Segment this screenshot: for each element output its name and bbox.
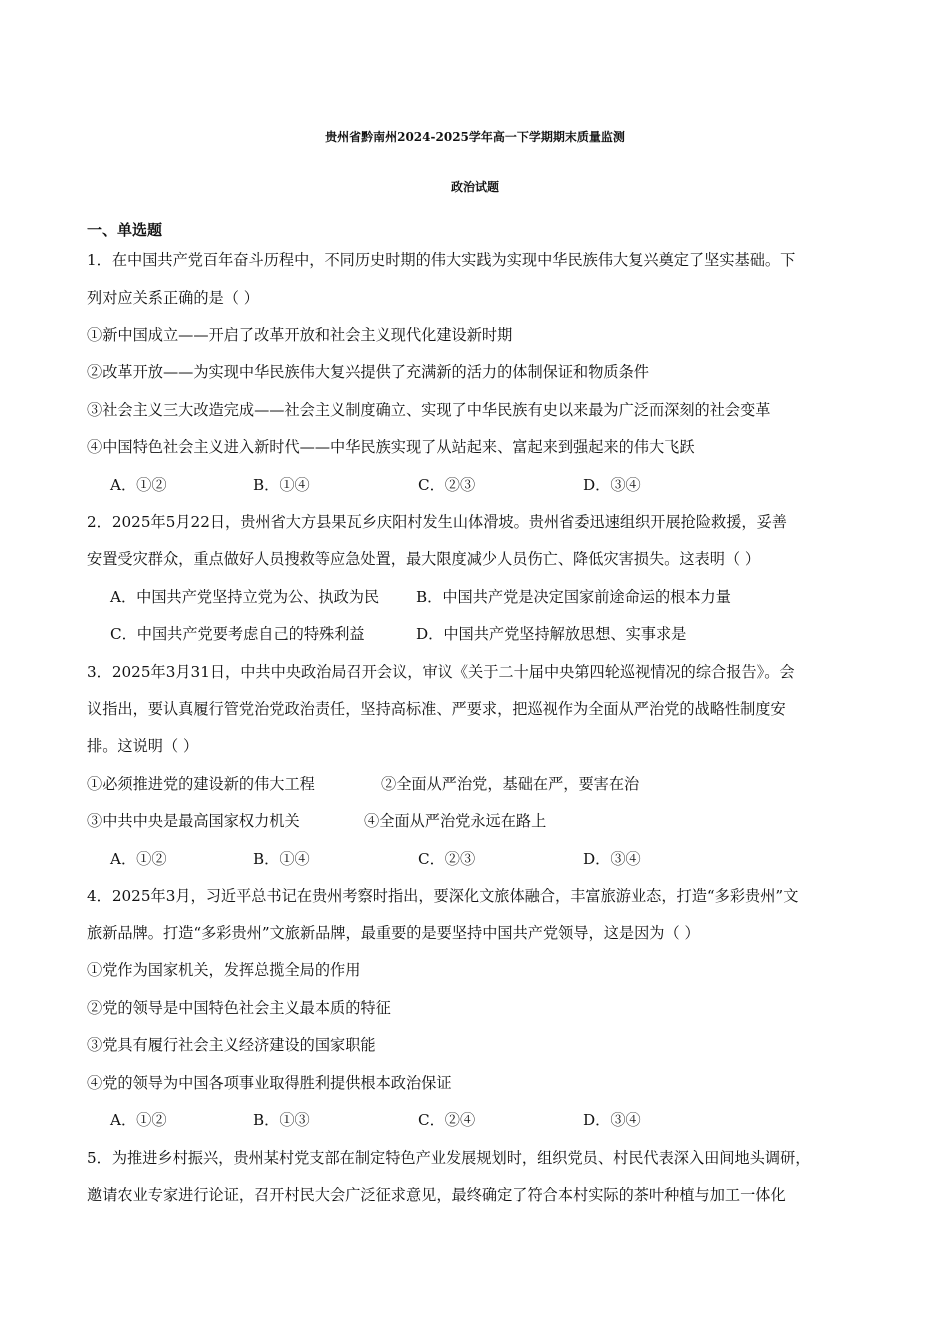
q4-option-a: A．①② [110,1111,167,1129]
q5-stem-line1: 5．为推进乡村振兴，贵州某村党支部在制定特色产业发展规划时，组织党员、村民代表深入田间地头调研， [87,1149,811,1167]
q3-statement-2: ②全面从严治党，基础在严，要害在治 [381,775,640,793]
q2-option-b: B．中国共产党是决定国家前途命运的根本力量 [416,588,731,606]
q3-stem-line1: 3．2025年3月31日，中共中央政治局召开会议，审议《关于二十届中央第四轮巡视情况的综合报告》。会 [87,663,795,681]
q4-option-b: B．①③ [253,1111,310,1129]
q1-statement-1: ①新中国成立——开启了改革开放和社会主义现代化建设新时期 [87,326,513,344]
q1-stem-line2: 列对应关系正确的是（ ） [87,289,259,307]
q3-option-c: C．②③ [418,850,476,868]
q1-option-a: A．①② [110,476,167,494]
q1-statement-2: ②改革开放——为实现中华民族伟大复兴提供了充满新的活力的体制保证和物质条件 [87,363,649,381]
q1-stem-line1: 1．在中国共产党百年奋斗历程中，不同历史时期的伟大实践为实现中华民族伟大复兴奠定了坚实基础。下 [87,251,796,269]
q2-stem-line2: 安置受灾群众，重点做好人员搜救等应急处置，最大限度减少人员伤亡、降低灾害损失。这表明（ ） [87,550,761,568]
q4-statement-4: ④党的领导为中国各项事业取得胜利提供根本政治保证 [87,1074,452,1092]
q3-option-d: D．③④ [583,850,641,868]
q4-option-d: D．③④ [583,1111,641,1129]
q1-option-b: B．①④ [253,476,310,494]
q2-option-c: C．中国共产党要考虑自己的特殊利益 [110,625,365,643]
q1-statement-3: ③社会主义三大改造完成——社会主义制度确立、实现了中华民族有史以来最为广泛而深刻的社会变革 [87,401,771,419]
q4-statement-3: ③党具有履行社会主义经济建设的国家职能 [87,1036,376,1054]
section-heading: 一、单选题 [87,221,163,239]
q3-option-b: B．①④ [253,850,310,868]
q4-stem-line1: 4．2025年3月，习近平总书记在贵州考察时指出，要深化文旅体融合，丰富旅游业态，打造“多彩贵州”文 [87,887,799,905]
q3-statement-1: ①必须推进党的建设新的伟大工程 [87,775,315,793]
q3-option-a: A．①② [110,850,167,868]
q3-stem-line3: 排。这说明（ ） [87,737,199,755]
q4-stem-line2: 旅新品牌。打造“多彩贵州”文旅新品牌，最重要的是要坚持中国共产党领导，这是因为（ ） [87,924,700,942]
q4-statement-1: ①党作为国家机关，发挥总揽全局的作用 [87,961,361,979]
q4-statement-2: ②党的领导是中国特色社会主义最本质的特征 [87,999,391,1017]
q1-option-c: C．②③ [418,476,476,494]
q3-statement-3: ③中共中央是最高国家权力机关 [87,812,300,830]
q1-statement-4: ④中国特色社会主义进入新时代——中华民族实现了从站起来、富起来到强起来的伟大飞跃 [87,438,695,456]
q4-option-c: C．②④ [418,1111,476,1129]
q3-stem-line2: 议指出，要认真履行管党治党政治责任，坚持高标准、严要求，把巡视作为全面从严治党的战略性制度安 [87,700,786,718]
page-title: 贵州省黔南州2024-2025学年高一下学期期末质量监测 [325,130,625,144]
q2-stem-line1: 2．2025年5月22日，贵州省大方县果瓦乡庆阳村发生山体滑坡。贵州省委迅速组织开展抢险救援，妥善 [87,513,787,531]
q3-statement-4: ④全面从严治党永远在路上 [364,812,547,830]
q1-option-d: D．③④ [583,476,641,494]
q2-option-a: A．中国共产党坚持立党为公、执政为民 [110,588,380,606]
q2-option-d: D．中国共产党坚持解放思想、实事求是 [416,625,687,643]
page-subtitle: 政治试题 [450,180,499,194]
q5-stem-line2: 邀请农业专家进行论证，召开村民大会广泛征求意见，最终确定了符合本村实际的茶叶种植与加工一体化 [87,1186,786,1204]
